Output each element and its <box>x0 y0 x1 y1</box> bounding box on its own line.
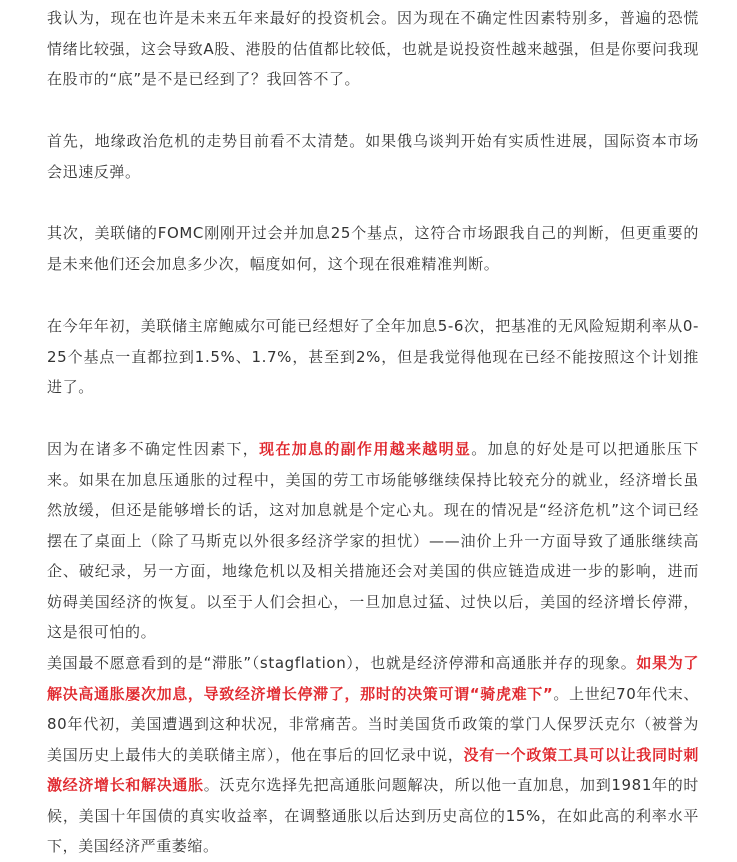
paragraph-text: 其次，美联储的FOMC刚刚开过会并加息25个基点，这符合市场跟我自己的判断，但更重要的是未来他们还会加息多少次，幅度如何，这个现在很难精准判断。 <box>47 224 699 273</box>
paragraph-text: 美国最不愿意看到的是“滞胀”（stagflation），也就是经济停滞和高通胀并存的现象。 <box>47 654 637 672</box>
paragraph-stagflation <box>47 648 699 862</box>
paragraph-geopolitics <box>47 126 699 187</box>
paragraph-text: 我认为，现在也许是未来五年来最好的投资机会。因为现在不确定性因素特别多，普遍的恐慌情绪比较强，这会导致A股、港股的估值都比较低，也就是说投资性越来越强，但是你要问我现在股市的“底”是不是已经到了？我回答不了。 <box>47 9 699 88</box>
paragraph-text: 首先，地缘政治危机的走势目前看不太清楚。如果俄乌谈判开始有实质性进展，国际资本市场会迅速反弹。 <box>47 132 699 181</box>
paragraph-text: 因为在诸多不确定性因素下， <box>47 440 260 458</box>
highlight-text: 现在加息的副作用越来越明显 <box>259 440 472 458</box>
paragraph-text: 。上世纪70年代末、80年代初，美国遭遇到这种状况，非常痛苦。当时美国货币政策的掌门人保罗沃克尔（被誉为美国历史上最伟大的美联储主席），他在事后的回忆录中说， <box>47 684 699 764</box>
paragraph-market-outlook <box>47 3 699 95</box>
highlight-text: 如果为了解决高通胀屡次加息，导致经济增长停滞了，那时的决策可谓“骑虎难下” <box>47 654 700 703</box>
paragraph-text: 。加息的好处是可以把通胀压下来。如果在加息压通胀的过程中，美国的劳工市场能够继续保持比较充分的就业，经济增长虽然放缓，但还是能够增长的话，这对加息就是个定心丸。现在的情况是“经济危机”这个词已经摆在了桌面上（除了马斯克以外很多经济学家的担忧）——油价上升一方面导致了通胀继续高企、破纪录，另一方面，地缘危机以及相关措施还会对美国的供应链造成进一步的影响，进而妨碍美国经济的恢复。以至于人们会担心，一旦加息过猛、过快以后，美国的经济增长停滞，这是很可怕的。 <box>47 440 699 641</box>
paragraph-rate-hike-side-effects <box>47 434 699 648</box>
paragraph-rate-plan <box>47 311 699 403</box>
paragraph-text: 。沃克尔选择先把高通胀问题解决，所以他一直加息，加到1981年的时候，美国十年国债的真实收益率，在调整通胀以后达到历史高位的15%，在如此高的利率水平下，美国经济严重萎缩。 <box>47 776 699 855</box>
paragraph-text: 在今年年初，美联储主席鲍威尔可能已经想好了全年加息5-6次，把基准的无风险短期利率从0-25个基点一直都拉到1.5%、1.7%，甚至到2%，但是我觉得他现在已经不能按照这个计划推进了。 <box>47 317 699 396</box>
paragraph-fomc <box>47 218 699 279</box>
highlight-text: 没有一个政策工具可以让我同时刺激经济增长和解决通胀 <box>47 745 699 794</box>
